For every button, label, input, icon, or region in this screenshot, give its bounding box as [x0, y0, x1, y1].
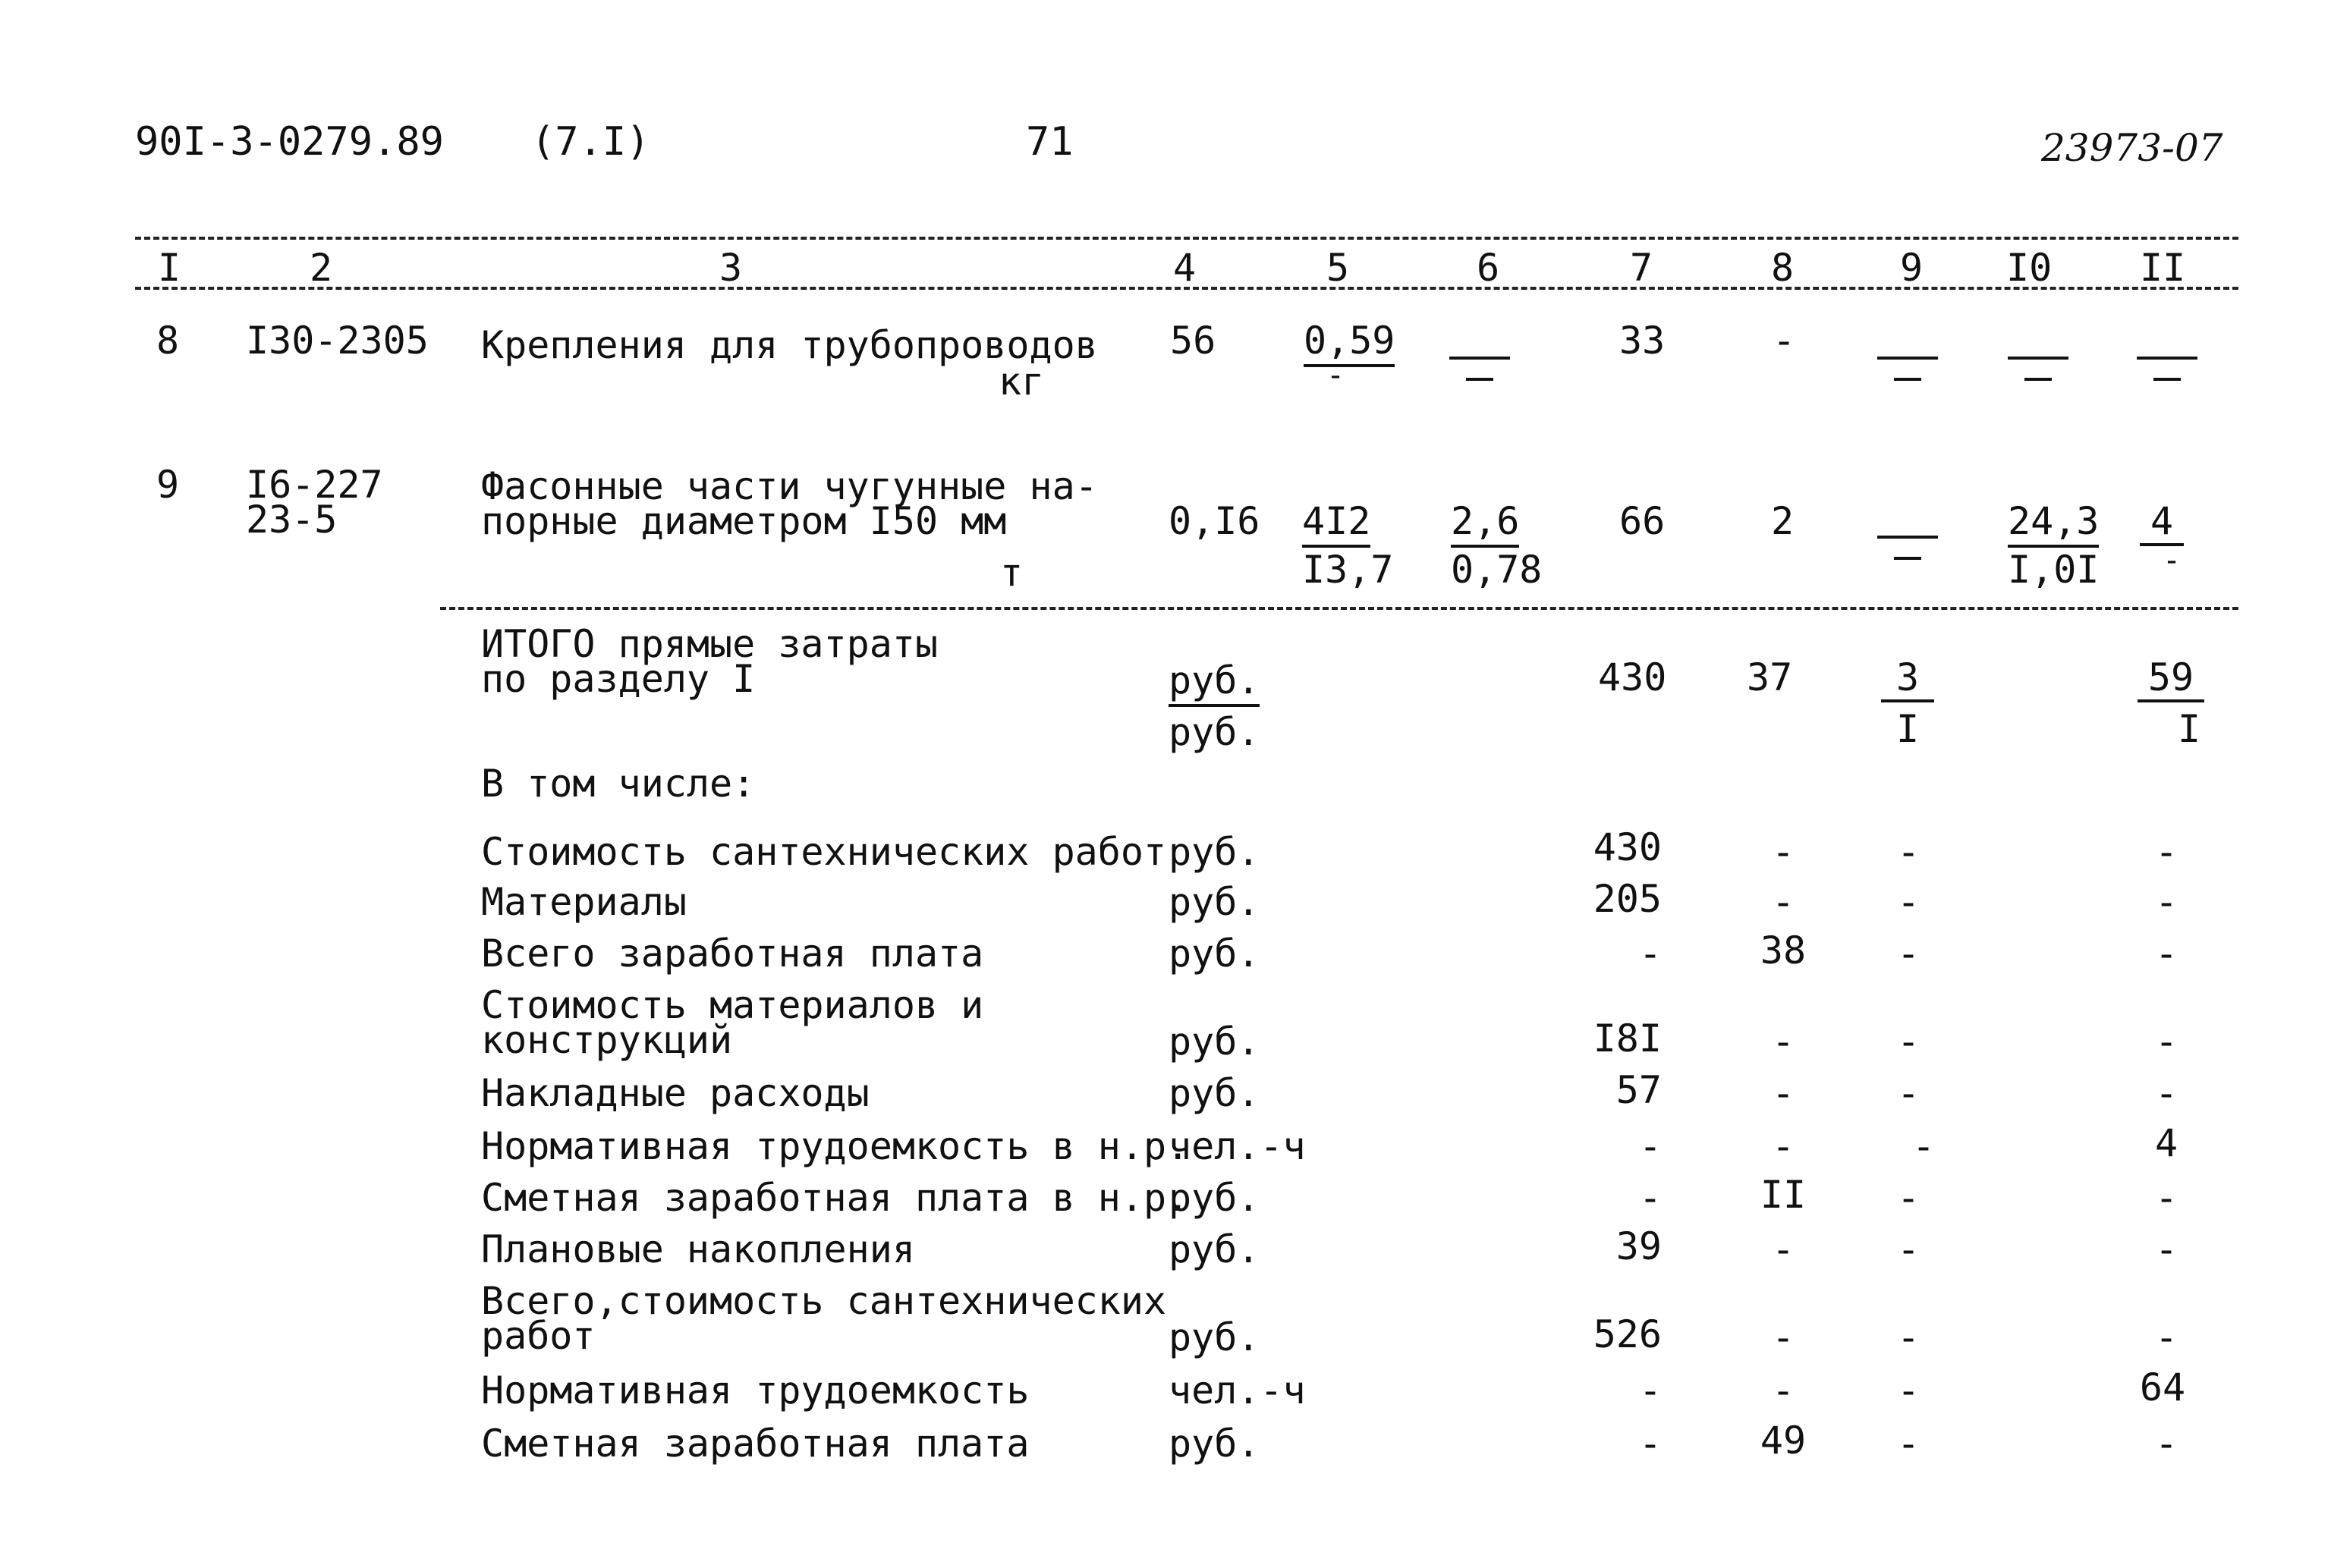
row9-number: 9	[156, 463, 180, 507]
row9-col10-bottom: I,0I	[2008, 548, 2100, 592]
row9-name-line1: Фасонные части чугунные на-	[481, 464, 1098, 508]
breakdown-col9: -	[1896, 1176, 1920, 1220]
breakdown-col8: -	[1771, 830, 1795, 874]
total-col7: 430	[1598, 655, 1667, 699]
breakdown-unit: руб.	[1169, 880, 1260, 924]
breakdown-label-line2: работ	[481, 1314, 596, 1358]
row9-col5-top: 4I2	[1302, 502, 1370, 540]
total-unit-line2: руб.	[1169, 710, 1260, 754]
breakdown-col9: -	[1896, 1315, 1920, 1359]
header-top-rule	[135, 237, 2238, 240]
row8-col8: -	[1773, 319, 1796, 363]
breakdown-label-line2: конструкций	[481, 1018, 733, 1062]
breakdown-col7: -	[1638, 1422, 1662, 1466]
breakdown-unit: руб.	[1169, 1227, 1260, 1271]
breakdown-label: Нормативная трудоемкость в н.р.	[481, 1124, 1190, 1168]
total-label-line1: ИТОГО прямые затраты	[481, 622, 939, 666]
breakdown-col7: -	[1638, 1124, 1662, 1168]
row9-code-line1: I6-227	[246, 463, 383, 507]
breakdown-label: Сметная заработная плата	[481, 1422, 1030, 1466]
breakdown-col8: -	[1771, 1368, 1795, 1412]
row8-col4: 56	[1170, 319, 1216, 363]
breakdown-col9: -	[1896, 1227, 1920, 1271]
breakdown-col8: -	[1771, 880, 1795, 924]
breakdown-unit: руб.	[1169, 1020, 1260, 1064]
breakdown-col9: -	[1896, 1368, 1920, 1412]
breakdown-col7: -	[1638, 1176, 1662, 1220]
document-code: 90I-3-0279.89	[135, 119, 444, 165]
breakdown-col9: -	[1896, 1422, 1920, 1466]
breakdown-col11: -	[2154, 880, 2178, 924]
breakdown-col8: -	[1771, 1124, 1795, 1168]
breakdown-col9: -	[1896, 880, 1920, 924]
breakdown-label: Материалы	[481, 880, 687, 924]
breakdown-col7: 205	[1593, 877, 1662, 921]
breakdown-col11: -	[2154, 1176, 2178, 1220]
col-header-2: 2	[310, 246, 333, 290]
breakdown-col11: -	[2154, 1020, 2178, 1064]
breakdown-col9: -	[1896, 932, 1920, 976]
breakdown-unit: руб.	[1169, 830, 1260, 874]
row8-col5: 0,59	[1304, 322, 1395, 360]
breakdown-col8: 38	[1760, 929, 1807, 973]
row9-col5-bottom: I3,7	[1302, 548, 1394, 592]
breakdown-col7: 57	[1615, 1068, 1662, 1112]
col-header-4: 4	[1173, 246, 1197, 290]
breakdown-col7: -	[1638, 932, 1662, 976]
page-number: 71	[1026, 119, 1074, 165]
row9-name-line2: порные диаметром I50 мм	[481, 499, 1007, 543]
row8-name: Крепления для трубопроводов	[481, 323, 1098, 367]
breakdown-label: Плановые накопления	[481, 1227, 915, 1271]
breakdown-col7: I8I	[1593, 1017, 1662, 1061]
row9-col11-top: 4	[2140, 502, 2200, 540]
col-header-1: I	[158, 246, 181, 290]
col-header-9: 9	[1900, 246, 1924, 290]
row8-number: 8	[156, 319, 180, 363]
row8-unit: кг	[999, 360, 1045, 404]
breakdown-col11: -	[2154, 830, 2178, 874]
row9-col6-bottom: 0,78	[1451, 548, 1543, 592]
breakdown-unit: чел.-ч	[1169, 1124, 1306, 1168]
breakdown-label-line1: Всего,стоимость сантехнических	[481, 1279, 1167, 1323]
section-number: (7.I)	[531, 119, 650, 165]
breakdown-unit: руб.	[1169, 1071, 1260, 1115]
row9-col6-top: 2,6	[1451, 502, 1519, 540]
breakdown-unit: чел.-ч	[1169, 1368, 1306, 1412]
breakdown-label: Накладные расходы	[481, 1071, 870, 1115]
breakdown-col8: -	[1771, 1071, 1795, 1115]
total-col11-top: 59	[2137, 658, 2205, 696]
breakdown-col7: 526	[1593, 1312, 1662, 1356]
breakdown-col11: -	[2154, 1315, 2178, 1359]
handwritten-stamp: 23973-07	[2041, 126, 2223, 170]
total-label-line2: по разделу I	[481, 657, 756, 701]
breakdown-label-line1: Стоимость материалов и	[481, 983, 984, 1027]
breakdown-label: Стоимость сантехнических работ	[481, 830, 1167, 874]
col-header-3: 3	[719, 246, 743, 290]
row9-col11-bottom-dash: -	[2163, 543, 2182, 578]
row9-col7: 66	[1619, 499, 1666, 543]
total-col11-bottom: I	[2178, 707, 2201, 751]
row8-code: I30-2305	[246, 319, 429, 363]
total-col9-top: 3	[1877, 658, 1938, 696]
total-col9-bottom: I	[1895, 707, 1920, 751]
total-separator	[440, 607, 2238, 610]
col-header-5: 5	[1326, 246, 1350, 290]
breakdown-label: Всего заработная плата	[481, 932, 984, 976]
breakdown-col7: 430	[1593, 825, 1662, 869]
breakdown-unit: руб.	[1169, 932, 1260, 976]
breakdown-col11: 4	[2154, 1121, 2178, 1165]
breakdown-col7: -	[1638, 1368, 1662, 1412]
breakdown-col9: -	[1911, 1124, 1936, 1168]
breakdown-label: Нормативная трудоемкость	[481, 1368, 1030, 1412]
col-header-11: II	[2140, 246, 2186, 290]
breakdown-label: Сметная заработная плата в н.р.	[481, 1176, 1190, 1220]
breakdown-col8: 49	[1760, 1419, 1807, 1463]
col-header-8: 8	[1771, 246, 1795, 290]
breakdown-col8: -	[1771, 1227, 1795, 1271]
breakdown-unit: руб.	[1169, 1176, 1260, 1220]
row9-col8: 2	[1771, 499, 1795, 543]
row9-unit: т	[1000, 551, 1024, 595]
breakdown-col8: -	[1771, 1315, 1795, 1359]
breakdown-col11: -	[2154, 1071, 2178, 1115]
including-label: В том числе:	[481, 762, 756, 806]
breakdown-col11: -	[2154, 1422, 2178, 1466]
total-col8: 37	[1747, 655, 1793, 699]
breakdown-col11: 64	[2139, 1365, 2186, 1409]
col-header-7: 7	[1630, 246, 1653, 290]
row8-col7: 33	[1619, 319, 1666, 363]
col-header-10: I0	[2006, 246, 2053, 290]
breakdown-col7: 39	[1615, 1224, 1662, 1268]
row9-code-line2: 23-5	[246, 498, 338, 542]
breakdown-col11: -	[2154, 932, 2178, 976]
breakdown-col8: -	[1771, 1020, 1795, 1064]
row8-col5-dash: -	[1326, 358, 1345, 393]
breakdown-col9: -	[1896, 1071, 1920, 1115]
row9-col10-top: 24,3	[2008, 502, 2099, 540]
breakdown-unit: руб.	[1169, 1422, 1260, 1466]
breakdown-unit: руб.	[1169, 1315, 1260, 1359]
col-header-6: 6	[1477, 246, 1500, 290]
breakdown-col9: -	[1896, 1020, 1920, 1064]
row9-col4: 0,I6	[1169, 499, 1260, 543]
breakdown-col11: -	[2154, 1227, 2178, 1271]
breakdown-col8: II	[1760, 1173, 1807, 1217]
total-unit-line1: руб.	[1169, 661, 1260, 699]
breakdown-col9: -	[1896, 830, 1920, 874]
